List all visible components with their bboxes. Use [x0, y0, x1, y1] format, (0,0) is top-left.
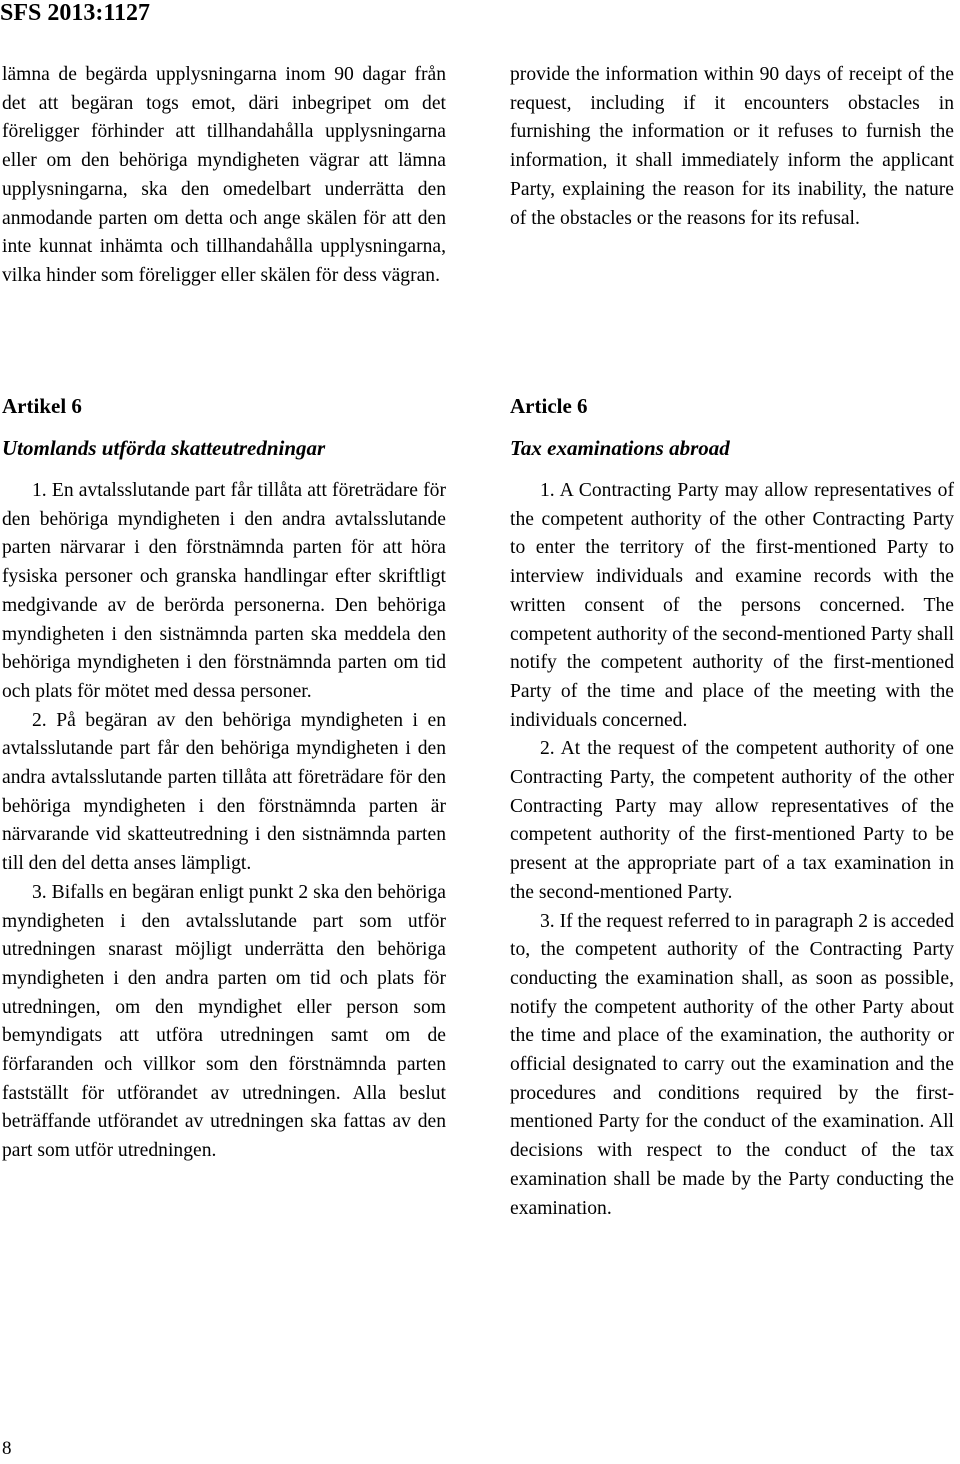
swedish-article-body	[2, 477, 446, 1166]
page-number: 8	[2, 1438, 12, 1459]
english-paragraph-1: 1. A Contracting Party may allow representatives of the competent authority of the other Contracting Party to enter the territory of the first-mentioned Party to interview individuals and examine records with the written consent of the persons concerned. The competent authority of the second-mentioned Party shall notify the competent authority of the first-mentioned Party of the time and place of the meeting with the individuals concerned.	[510, 480, 955, 731]
english-intro-paragraph: provide the information within 90 days of receipt of the request, including if it encounters obstacles in furnishing the information or it refuses to furnish the information, it shall immediately inform the applicant Party, explaining the reason for its inability, the nature of the obstacles or the reasons for its refusal.	[510, 64, 954, 229]
english-article-number: Article 6	[510, 394, 588, 418]
document-id-header: SFS 2013:1127	[0, 0, 151, 26]
english-article-heading	[510, 392, 954, 462]
swedish-paragraph-2: 2. På begäran av den behöriga myndigheten i en avtalsslutande part får den behöriga myndigheten i den andra avtalsslutande parten tillåta att företrädare för den behöriga myndigheten i den förstnämnda parten är närvarande vid skatteutredning i den sistnämnda parten till den del detta anses lämpligt.	[2, 709, 446, 875]
swedish-paragraph-3: 3. Bifalls en begäran enligt punkt 2 ska den behöriga myndigheten i den avtalsslutande part som utför utredningen snarast möjligt underrätta den behöriga myndigheten i den andra parten om tid och plats för utredningen, om den myndighet eller person som bemyndigats att utföra utredningen samt om de förfaranden och villkor som den förstnämnda parten fastställt för utförandet av utredningen. Alla beslut beträffande utförandet av utredningen ska fattas av den part som utför utredningen.	[2, 881, 446, 1162]
english-column-top	[510, 61, 954, 233]
swedish-paragraph-1: 1. En avtalsslutande part får tillåta att företrädare för den behöriga myndigheten i den andra avtalsslutande parten närvarar i den förstnämnda parten för att höra fysiska personer och granska handlingar efter skriftligt medgivande av de berörda personerna. Den behöriga myndigheten i den sistnämnda parten ska meddela den behöriga myndigheten i den förstnämnda parten om tid och plats för mötet med dessa personer.	[2, 480, 446, 702]
swedish-article-title: Utomlands utförda skatteutredningar	[2, 436, 326, 460]
english-paragraph-2: 2. At the request of the competent authority of one Contracting Party, the competent authority of the other Contracting Party may allow representatives of the competent authority of the first-mentioned Party to be present at the appropriate part of a tax examination in the second-mentioned Party.	[510, 738, 954, 903]
swedish-column-top	[2, 61, 446, 291]
english-article-title: Tax examinations abroad	[510, 436, 730, 460]
english-article-body	[510, 477, 954, 1223]
swedish-article-number: Artikel 6	[2, 394, 82, 418]
english-paragraph-3: 3. If the request referred to in paragraph 2 is acceded to, the competent authority of the Contracting Party conducting the examination shall, as soon as possible, notify the competent authority of the other Party about the time and place of the examination, the authority or official designated to carry out the examination and the procedures and conditions required by the first-mentioned Party for the conduct of the examination. All decisions with respect to the conduct of the tax examination shall be made by the Party conducting the examination.	[510, 910, 954, 1219]
swedish-intro-paragraph: lämna de begärda upplysningarna inom 90 dagar från det att begäran togs emot, däri inbegripet om det föreligger förhinder att tillhandahålla upplysningarna eller om den behöriga myndigheten vägrar att lämna upplysningarna, ska den omedelbart underrätta den anmodande parten om detta och ange skälen för att den inte kunnat inhämta och tillhandahålla upplysningarna, vilka hinder som föreligger eller skälen för dess vägran.	[2, 64, 446, 286]
swedish-article-heading	[2, 392, 446, 462]
